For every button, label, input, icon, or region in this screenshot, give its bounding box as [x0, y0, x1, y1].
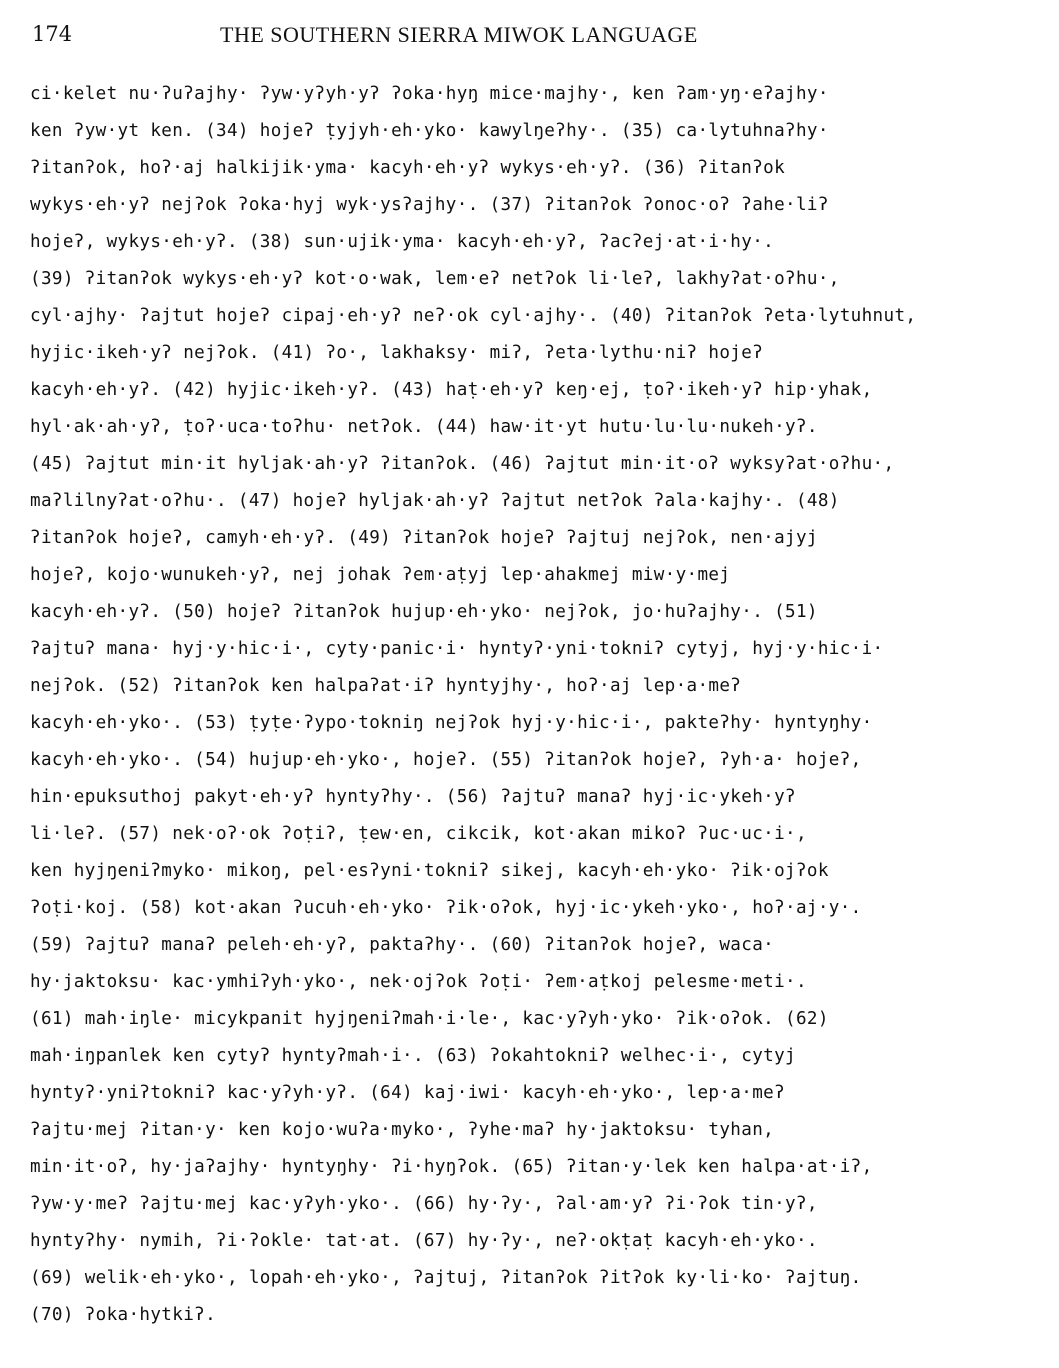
text-line: ken hyjŋeniʔmyko· mikoŋ, pel·esʔyni·tokniʔ sikej, kacyh·eh·yko· ʔik·ojʔok — [30, 861, 829, 881]
text-line: nejʔok. (52) ʔitanʔok ken halpaʔat·iʔ hyntyjhy·, hoʔ·aj lep·a·meʔ — [30, 676, 742, 696]
text-line: hyjic·ikeh·yʔ nejʔok. (41) ʔo·, lakhaksy· miʔ, ʔeta·lythu·niʔ hojeʔ — [30, 343, 764, 363]
text-line: ken ʔyw·yt ken. (34) hojeʔ ṭyjyh·eh·yko· kawylŋeʔhy·. (35) ca·lytuhnaʔhy· — [30, 121, 829, 141]
page-number: 174 — [32, 22, 73, 46]
text-line: kacyh·eh·yʔ. (50) hojeʔ ʔitanʔok hujup·eh·yko· nejʔok, jo·huʔajhy·. (51) — [30, 602, 818, 622]
text-line: kacyh·eh·yʔ. (42) hyjic·ikeh·yʔ. (43) haṭ·eh·yʔ keŋ·ej, ṭoʔ·ikeh·yʔ hip·yhak, — [30, 380, 873, 400]
text-line: cyl·ajhy· ʔajtut hojeʔ cipaj·eh·yʔ neʔ·ok cyl·ajhy·. (40) ʔitanʔok ʔeta·lytuhnut, — [30, 306, 917, 326]
text-line: ci·kelet nu·ʔuʔajhy· ʔyw·yʔyh·yʔ ʔoka·hyŋ mice·majhy·, ken ʔam·yŋ·eʔajhy· — [30, 84, 829, 104]
text-line: (59) ʔajtuʔ manaʔ peleh·eh·yʔ, paktaʔhy·. (60) ʔitanʔok hojeʔ, waca· — [30, 935, 775, 955]
text-line: ʔitanʔok, hoʔ·aj halkijik·yma· kacyh·eh·yʔ wykys·eh·yʔ. (36) ʔitanʔok — [30, 158, 786, 178]
text-line: kacyh·eh·yko·. (53) ṭyṭe·ʔypo·tokniŋ nejʔok hyj·y·hic·i·, pakteʔhy· hyntyŋhy· — [30, 713, 873, 733]
text-line: hyl·ak·ah·yʔ, ṭoʔ·uca·toʔhu· netʔok. (44) haw·it·yt hutu·lu·lu·nukeh·yʔ. — [30, 417, 818, 437]
text-line: (61) mah·iŋle· micykpanit hyjŋeniʔmah·i·le·, kac·yʔyh·yko· ʔik·oʔok. (62) — [30, 1009, 829, 1029]
page-header — [0, 22, 1059, 54]
text-line: ʔitanʔok hojeʔ, camyh·eh·yʔ. (49) ʔitanʔok hojeʔ ʔajtuj nejʔok, nen·ajyj — [30, 528, 818, 548]
text-line: ʔajtu·mej ʔitan·y· ken kojo·wuʔa·myko·, ʔyhe·maʔ hy·jaktoksu· tyhan, — [30, 1120, 775, 1140]
text-line: ʔoṭi·koj. (58) kot·akan ʔucuh·eh·yko· ʔik·oʔok, hyj·ic·ykeh·yko·, hoʔ·aj·y·. — [30, 898, 862, 918]
text-line: li·leʔ. (57) nek·oʔ·ok ʔoṭiʔ, ṭew·en, cikcik, kot·akan mikoʔ ʔuc·uc·i·, — [30, 824, 807, 844]
running-title: THE SOUTHERN SIERRA MIWOK LANGUAGE — [220, 22, 698, 47]
text-body — [30, 76, 1040, 1334]
text-line: hin·epuksuthoj pakyt·eh·yʔ hyntyʔhy·. (56) ʔajtuʔ manaʔ hyj·ic·ykeh·yʔ — [30, 787, 796, 807]
text-line: (39) ʔitanʔok wykys·eh·yʔ kot·o·wak, lem·eʔ netʔok li·leʔ, lakhyʔat·oʔhu·, — [30, 269, 840, 289]
text-line: ʔajtuʔ mana· hyj·y·hic·i·, cyty·panic·i· hyntyʔ·yni·tokniʔ cytyj, hyj·y·hic·i· — [30, 639, 884, 659]
text-line: (70) ʔoka·hytkiʔ. — [30, 1305, 217, 1325]
text-line: min·it·oʔ, hy·jaʔajhy· hyntyŋhy· ʔi·hyŋʔok. (65) ʔitan·y·lek ken halpa·at·iʔ, — [30, 1157, 873, 1177]
text-line: (69) welik·eh·yko·, lopah·eh·yko·, ʔajtuj, ʔitanʔok ʔitʔok ky·li·ko· ʔajtuŋ. — [30, 1268, 862, 1288]
text-line: mah·iŋpanlek ken cytyʔ hyntyʔmah·i·. (63) ʔokahtokniʔ welhec·i·, cytyj — [30, 1046, 796, 1066]
text-line: (45) ʔajtut min·it hyljak·ah·yʔ ʔitanʔok. (46) ʔajtut min·it·oʔ wyksyʔat·oʔhu·, — [30, 454, 895, 474]
text-line: hyntyʔ·yniʔtokniʔ kac·yʔyh·yʔ. (64) kaj·iwi· kacyh·eh·yko·, lep·a·meʔ — [30, 1083, 786, 1103]
text-line: hojeʔ, wykys·eh·yʔ. (38) sun·ujik·yma· kacyh·eh·yʔ, ʔacʔej·at·i·hy·. — [30, 232, 775, 252]
text-line: kacyh·eh·yko·. (54) hujup·eh·yko·, hojeʔ. (55) ʔitanʔok hojeʔ, ʔyh·a· hojeʔ, — [30, 750, 862, 770]
text-line: maʔlilnyʔat·oʔhu·. (47) hojeʔ hyljak·ah·yʔ ʔajtut netʔok ʔala·kajhy·. (48) — [30, 491, 840, 511]
text-line: hyntyʔhy· nymih, ʔi·ʔokle· tat·at. (67) hy·ʔy·, neʔ·okṭaṭ kacyh·eh·yko·. — [30, 1231, 818, 1251]
text-line: hojeʔ, kojo·wunukeh·yʔ, nej johak ʔem·aṭyj lep·ahakmej miw·y·mej — [30, 565, 731, 585]
text-line: wykys·eh·yʔ nejʔok ʔoka·hyj wyk·ysʔajhy·. (37) ʔitanʔok ʔonoc·oʔ ʔahe·liʔ — [30, 195, 829, 215]
text-line: hy·jaktoksu· kac·ymhiʔyh·yko·, nek·ojʔok ʔoṭi· ʔem·aṭkoj pelesme·meti·. — [30, 972, 807, 992]
text-line: ʔyw·y·meʔ ʔajtu·mej kac·yʔyh·yko·. (66) hy·ʔy·, ʔal·am·yʔ ʔi·ʔok tin·yʔ, — [30, 1194, 818, 1214]
